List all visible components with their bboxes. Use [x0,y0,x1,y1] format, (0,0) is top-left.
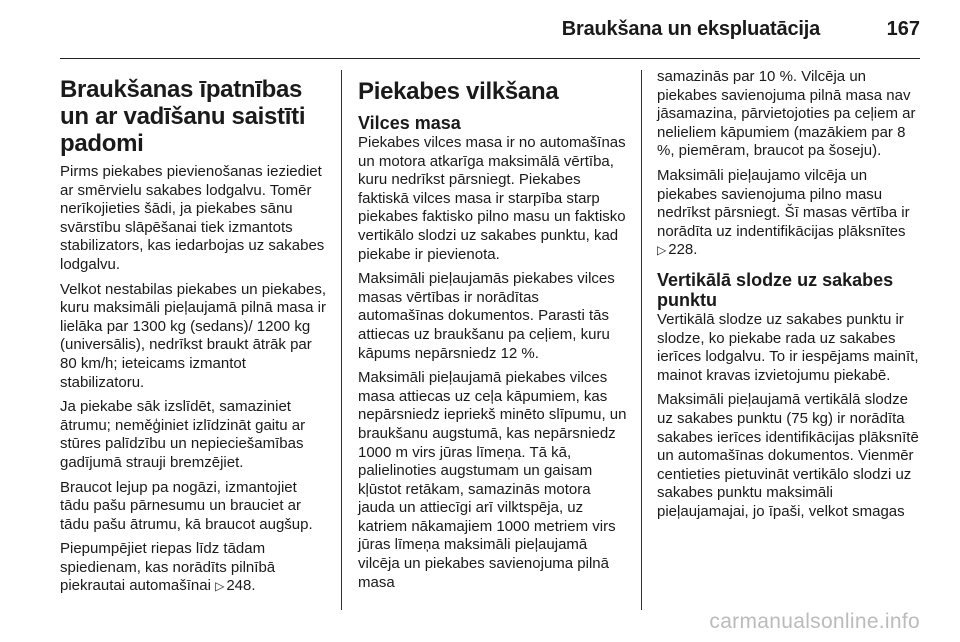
watermark: carmanualsonline.info [709,610,920,633]
paragraph: Maksimāli pieļaujamā piekabes vilces masa attiecas uz ceļa kāpumiem, kas nepārsniedz iepriekš minēto slīpumu, un braukšanu augstumā, kas nepārsniedz 1000 m virs jūras līmeņa. Tā kā, palielinoties augstumam un gaisam kļūstot retākam, samazinās motora jauda un attiecīgi arī vilktspēja, uz katriem nākamajiem 1000 metriem virs jūras līmeņa maksimāli pieļaujamā vilcēja un piekabes savienojuma pilnā masa [358,369,627,591]
paragraph: Velkot nestabilas piekabes un piekabes, kuru maksimāli pieļaujamā pilnā masa ir lielāka par 1300 kg (sedans)/ 1200 kg (universālis), nedrīkst braukt ātrāk par 80 km/h; ieteicams izmantot stabilizatoru. [60,280,327,391]
section-heading-driving-tips: Braukšanas īpatnības un ar vadīšanu saistīti padomi [60,76,306,157]
header-rule [60,58,920,59]
page-reference-link[interactable]: 248. [226,577,256,595]
column-divider-2 [641,70,642,610]
paragraph: Maksimāli pieļaujamās piekabes vilces masas vērtības ir norādītas automašīnas dokumentos. Parasti tās attiecas uz braukšanu pa ceļiem, kuru kāpums nepārsniedz 12 %. [358,270,615,362]
paragraph: Piekabes vilces masa ir no automašīnas un motora atkarīga maksimālā vērtība, kuru nedrīkst pārsniegt. Piekabes faktiskā vilces masa ir starpība starp piekabes faktisko pilno masu un faktisko vertikālo slodzi uz sakabes punktu, kad piekabe ir pievienota. [358,134,626,263]
triangle-right-icon: ▷ [215,579,225,594]
column-3 [657,68,927,527]
paragraph [657,167,927,260]
subheading-towing-load: Vilces masa [358,113,461,133]
page-number: 167 [886,18,920,40]
subheading-vertical-load: Vertikālā slodze uz sakabes punktu [657,269,894,310]
paragraph: samazinās par 10 %. Vilcēja un piekabes savienojuma pilnā masa nav jāsamazina, pārvietojoties pa ceļiem ar nelieliem kāpumiem (mazākiem par 8 %, piemēram, braucot pa šoseju). [657,68,916,160]
paragraph: Braucot lejup pa nogāzi, izmantojiet tādu pašu pārnesumu un brauciet ar tādu pašu ātrumu, kā braucot augšup. [60,478,313,533]
column-2 [358,68,628,598]
paragraph: Ja piekabe sāk izslīdēt, samaziniet ātrumu; neměģiniet izlīdzināt gaitu ar stūres palīdzību un nepieciešamības gadījumā strauji bremzējiet. [60,398,306,471]
paragraph: Vertikālā slodze uz sakabes punktu ir slodze, ko piekabe rada uz sakabes ierīces lodgalvu. To ir iespējams mainīt, mainot kravas izvietojumu piekabē. [657,310,919,384]
section-heading-towing: Piekabes vilkšana [358,78,559,105]
column-divider-1 [341,70,342,610]
paragraph: Pirms piekabes pievienošanas ieziediet ar smērvielu sakabes lodgalvu. Tomēr nerīkojieties šādi, ja piekabes sānu svārstību slāpēšanai tiek izmantots stabilizators, kas iedarbojas uz sakabes lodgalvu. [60,163,325,273]
header-title: Braukšana un ekspluatācija [561,18,820,40]
paragraph-text: Maksimāli pieļaujamo vilcēja un piekabes savienojuma pilno masu nedrīkst pārsniegt. Šī masas vērtība ir norādīta uz indentifikācijas plāksnītes [657,166,910,240]
triangle-right-icon: ▷ [657,243,667,258]
page-reference-link[interactable]: 228. [668,241,698,259]
paragraph: Maksimāli pieļaujamā vertikālā slodze uz sakabes punktu (75 kg) ir norādīta sakabes ierīces identifikācijas plāksnītē un automašīnas dokumentos. Vienmēr centieties pietuvināt vertikālo slodzi uz sakabes punktu maksimāli pieļaujamajai, jo īpaši, velkot smagas [657,391,919,520]
paragraph [60,540,330,596]
column-1 [60,68,330,602]
paragraph-text: Piepumpējiet riepas līdz tādam spiedienam, kas norādīts pilnībā piekrautai automašīnai [60,540,276,595]
